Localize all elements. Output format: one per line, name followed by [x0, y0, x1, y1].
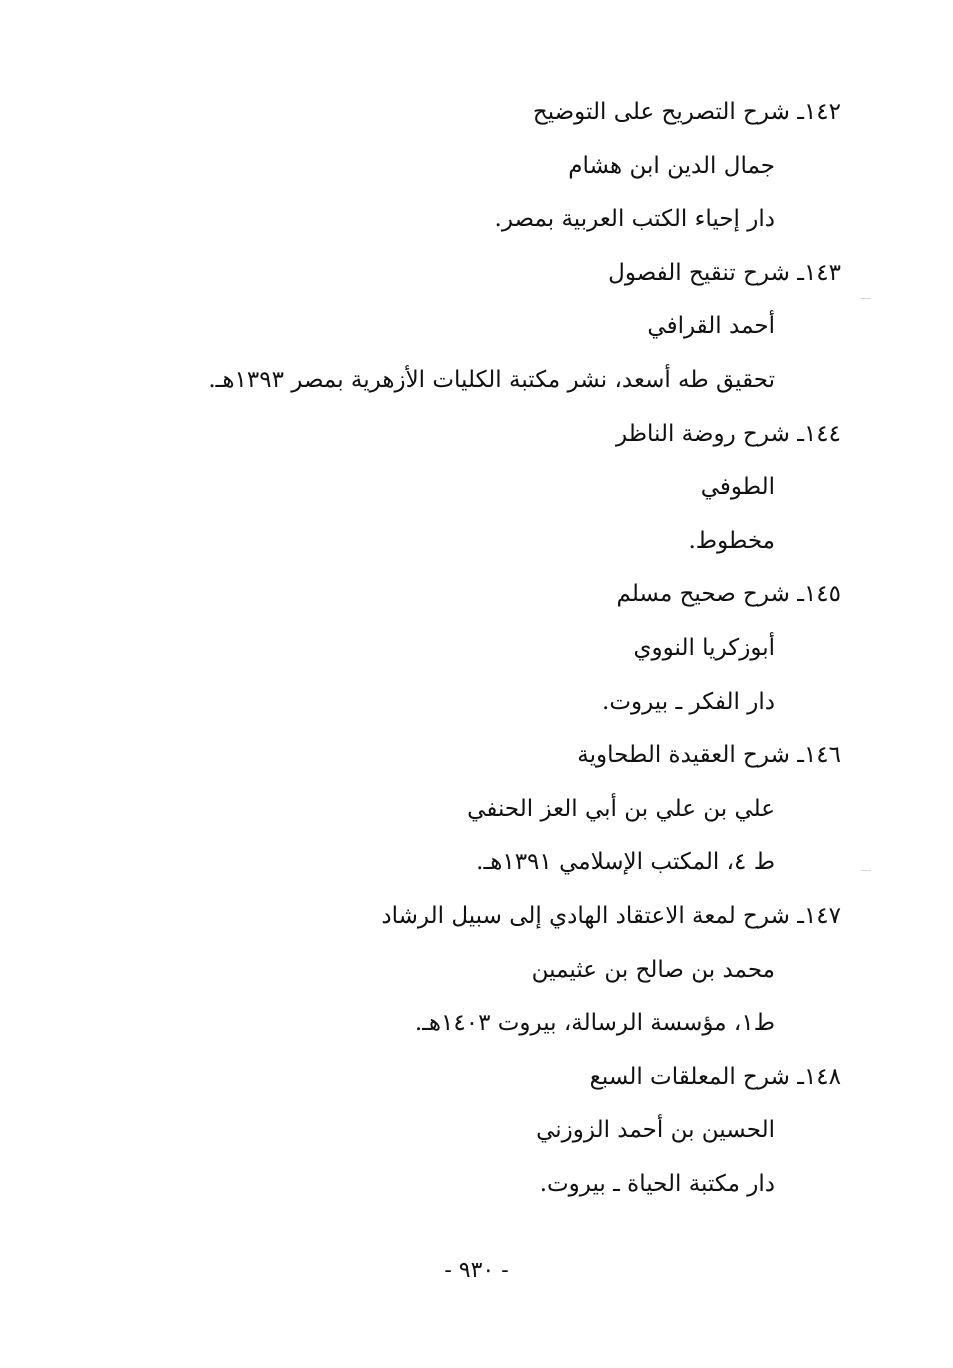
entry-author: أبوزكريا النووي: [633, 634, 775, 661]
entry-publication: دار الفكر ـ بيروت.: [602, 688, 775, 715]
entry-title: شرح المعلقات السبع: [589, 1063, 790, 1090]
entry-title: شرح التصريح على التوضيح: [532, 99, 790, 125]
entry-number: ١٤٨ـ: [797, 1063, 841, 1090]
bibliography-entry: [101, 890, 841, 1051]
entry-publication: دار إحياء الكتب العربية بمصر.: [494, 206, 775, 233]
entry-publication: تحقيق طه أسعد، نشر مكتبة الكليات الأزهرية بمصر ١٣٩٣هـ.: [208, 366, 775, 393]
entry-publication: مخطوط.: [688, 527, 775, 554]
entry-title-line: [101, 408, 841, 462]
entry-title: شرح تنقيح الفصول: [608, 259, 790, 286]
bibliography-entry: [101, 408, 841, 569]
entry-author: الحسين بن أحمد الزوزني: [536, 1117, 775, 1144]
entry-author: أحمد القرافي: [647, 313, 775, 340]
bibliography-entry: [101, 568, 841, 729]
entry-publication: دار مكتبة الحياة ـ بيروت.: [539, 1170, 775, 1197]
entry-number: ١٤٥ـ: [797, 581, 841, 608]
edge-mark: [861, 298, 871, 299]
entry-title-line: [101, 247, 841, 301]
entry-author: الطوفي: [700, 474, 775, 501]
entry-title-line: [101, 890, 841, 944]
page-number: - ٩٣٠ -: [444, 1258, 509, 1283]
edge-mark: [861, 870, 871, 871]
entry-title-line: [101, 1051, 841, 1105]
entry-title: شرح لمعة الاعتقاد الهادي إلى سبيل الرشاد: [381, 902, 790, 929]
entry-author: جمال الدين ابن هشام: [568, 152, 775, 179]
entry-author: محمد بن صالح بن عثيمين: [531, 956, 775, 983]
entry-number: ١٤٣ـ: [797, 259, 841, 286]
entry-title-line: [101, 568, 841, 622]
entry-publication: ط ٤، المكتب الإسلامي ١٣٩١هـ.: [476, 849, 775, 876]
entry-number: ١٤٤ـ: [797, 420, 841, 447]
entry-title: شرح روضة الناظر: [616, 420, 790, 447]
entry-number: ١٤٢ـ: [797, 99, 841, 125]
entry-author: علي بن علي بن أبي العز الحنفي: [467, 795, 775, 822]
bibliography-entry: [101, 729, 841, 890]
entry-title: شرح صحيح مسلم: [616, 581, 790, 608]
bibliography-entry: [101, 247, 841, 408]
entry-title-line: [101, 729, 841, 783]
bibliography-entry: [101, 86, 841, 247]
entry-publication: ط١، مؤسسة الرسالة، بيروت ١٤٠٣هـ.: [414, 1010, 775, 1037]
entry-number: ١٤٧ـ: [797, 902, 841, 929]
bibliography-entry: [101, 1051, 841, 1212]
entry-title-line: [101, 86, 841, 140]
entry-number: ١٤٦ـ: [797, 742, 841, 769]
entry-title: شرح العقيدة الطحاوية: [577, 742, 790, 769]
bibliography-list: [101, 86, 841, 1211]
